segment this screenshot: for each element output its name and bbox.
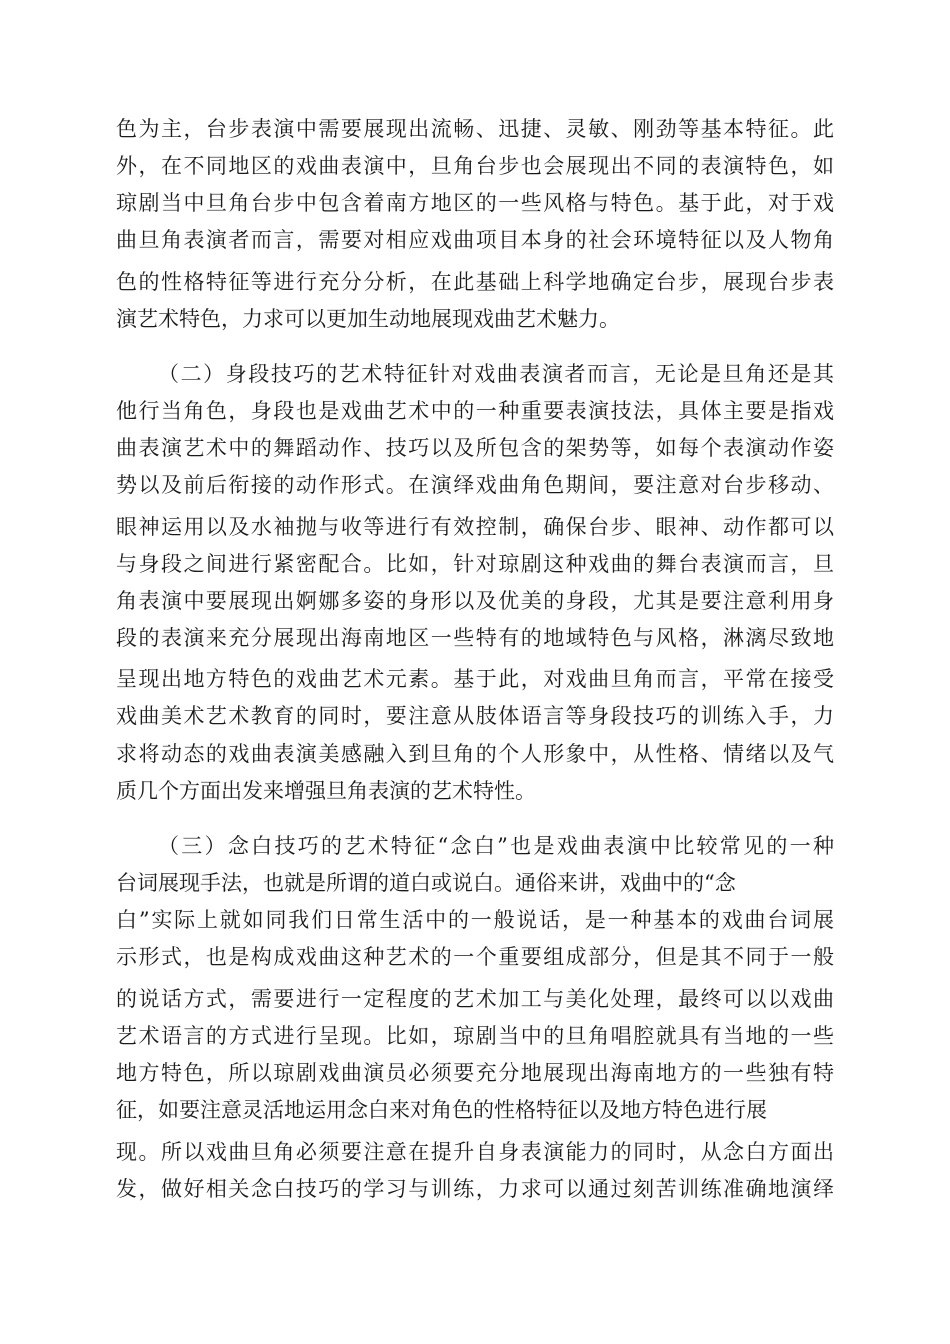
- text-line: 琼剧当中旦角台步中包含着南方地区的一些风格与特色。基于此，对于戏: [116, 191, 834, 215]
- text-line: （三）念白技巧的艺术特征“念白”也是戏曲表演中比较常见的一种: [158, 834, 834, 858]
- text-line: 征，如要注意灵活地运用念白来对角色的性格特征以及地方特色进行展: [116, 1098, 767, 1122]
- text-line: 势以及前后衔接的动作形式。在演绎戏曲角色期间，要注意对台步移动、: [116, 473, 834, 497]
- text-line: 段的表演来充分展现出海南地区一些特有的地域特色与风格，淋漓尽致地: [116, 626, 834, 650]
- text-line: 求将动态的戏曲表演美感融入到旦角的个人形象中，从性格、情绪以及气: [116, 742, 834, 766]
- text-line: 白”实际上就如同我们日常生活中的一般说话，是一种基本的戏曲台词展: [116, 908, 834, 932]
- text-line: 他行当角色，身段也是戏曲艺术中的一种重要表演技法，具体主要是指戏: [116, 399, 834, 423]
- text-line: 戏曲美术艺术教育的同时，要注意从肢体语言等身段技巧的训练入手，力: [116, 704, 834, 728]
- text-line: 质几个方面出发来增强旦角表演的艺术特性。: [116, 779, 536, 803]
- text-line: 现。所以戏曲旦角必须要注意在提升自身表演能力的同时，从念白方面出: [116, 1140, 834, 1164]
- text-line: 发，做好相关念白技巧的学习与训练，力求可以通过刻苦训练准确地演绎: [116, 1177, 834, 1201]
- text-line: 色的性格特征等进行充分分析，在此基础上科学地确定台步，展现台步表: [116, 270, 834, 294]
- text-line: 外，在不同地区的戏曲表演中，旦角台步也会展现出不同的表演特色，如: [116, 154, 834, 178]
- text-line: 示形式，也是构成戏曲这种艺术的一个重要组成部分，但是其不同于一般: [116, 945, 834, 969]
- text-line: 台词展现手法，也就是所谓的道白或说白。通俗来讲，戏曲中的“念: [116, 871, 736, 895]
- text-line: 艺术语言的方式进行呈现。比如，琼剧当中的旦角唱腔就具有当地的一些: [116, 1024, 834, 1048]
- text-line: 色为主，台步表演中需要展现出流畅、迅捷、灵敏、刚劲等基本特征。此: [116, 117, 834, 141]
- text-line: 呈现出地方特色的戏曲艺术元素。基于此，对戏曲旦角而言，平常在接受: [116, 667, 834, 691]
- text-line: 演艺术特色，力求可以更加生动地展现戏曲艺术魅力。: [116, 307, 620, 331]
- text-line: 眼神运用以及水袖抛与收等进行有效控制，确保台步、眼神、动作都可以: [116, 515, 834, 539]
- text-line: 角表演中要展现出婀娜多姿的身形以及优美的身段，尤其是要注意利用身: [116, 589, 834, 613]
- text-line: 与身段之间进行紧密配合。比如，针对琼剧这种戏曲的舞台表演而言，旦: [116, 552, 834, 576]
- text-line: 曲表演艺术中的舞蹈动作、技巧以及所包含的架势等，如每个表演动作姿: [116, 436, 834, 460]
- text-line: （二）身段技巧的艺术特征针对戏曲表演者而言，无论是旦角还是其: [158, 362, 834, 386]
- text-line: 地方特色，所以琼剧戏曲演员必须要充分地展现出海南地方的一些独有特: [116, 1061, 834, 1085]
- text-line: 的说话方式，需要进行一定程度的艺术加工与美化处理，最终可以以戏曲: [116, 987, 834, 1011]
- text-line: 曲旦角表演者而言，需要对相应戏曲项目本身的社会环境特征以及人物角: [116, 228, 834, 252]
